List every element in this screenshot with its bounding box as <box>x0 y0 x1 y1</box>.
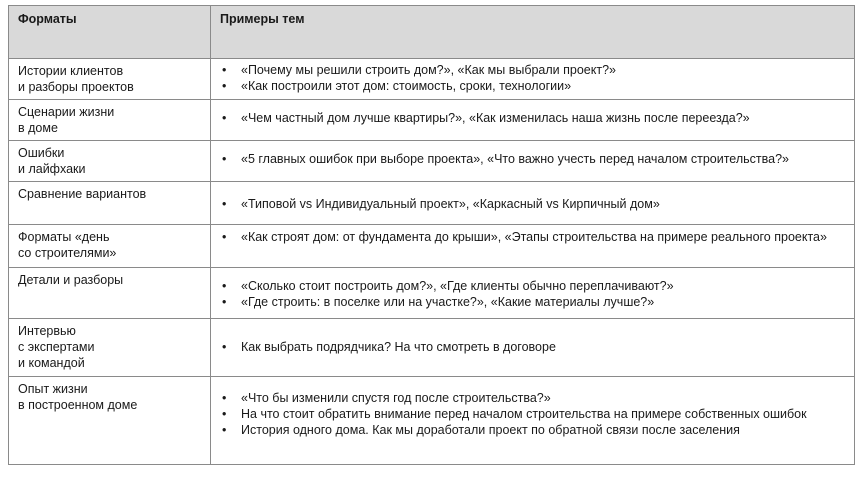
bullet-icon: • <box>222 152 227 166</box>
example-text: «Что бы изменили спустя год после строительства?» <box>241 391 551 405</box>
format-label: Ошибки и лайфхаки <box>18 146 86 176</box>
list-item <box>220 78 846 94</box>
bullet-icon: • <box>222 230 227 244</box>
examples-cell <box>211 268 855 319</box>
list-item <box>220 110 846 126</box>
example-text: «Как построили этот дом: стоимость, сроки, технологии» <box>241 79 572 93</box>
example-text: «Где строить: в поселке или на участке?», «Какие материалы лучше?» <box>241 295 655 309</box>
examples-cell <box>211 59 855 100</box>
format-label: Сравнение вариантов <box>18 187 147 201</box>
table-row <box>9 182 855 225</box>
list-item <box>220 196 846 212</box>
example-text: «Как строят дом: от фундамента до крыши», «Этапы строительства на примере реального проекта» <box>241 230 827 244</box>
examples-list <box>220 110 846 126</box>
format-label: Интервью с экспертами и командой <box>18 324 95 370</box>
examples-list <box>220 151 846 167</box>
bullet-icon: • <box>222 407 227 421</box>
bullet-icon: • <box>222 79 227 93</box>
example-text: «Почему мы решили строить дом?», «Как мы выбрали проект?» <box>241 63 616 77</box>
list-item <box>220 339 846 355</box>
bullet-icon: • <box>222 197 227 211</box>
examples-list <box>220 196 846 212</box>
formats-table <box>8 5 855 465</box>
examples-cell <box>211 377 855 465</box>
list-item <box>220 62 846 78</box>
format-cell <box>9 100 211 141</box>
example-text: Как выбрать подрядчика? На что смотреть в договоре <box>241 340 556 354</box>
examples-list <box>220 229 846 245</box>
format-cell <box>9 319 211 377</box>
examples-list <box>220 390 846 438</box>
format-cell <box>9 377 211 465</box>
examples-cell <box>211 141 855 182</box>
table-row <box>9 268 855 319</box>
example-text: «Сколько стоит построить дом?», «Где клиенты обычно переплачивают?» <box>241 279 674 293</box>
bullet-icon: • <box>222 63 227 77</box>
format-label: Истории клиентов и разборы проектов <box>18 64 134 94</box>
examples-list <box>220 62 846 94</box>
list-item <box>220 229 846 245</box>
format-cell <box>9 225 211 268</box>
bullet-icon: • <box>222 423 227 437</box>
format-label: Сценарии жизни в доме <box>18 105 115 135</box>
table-row <box>9 319 855 377</box>
examples-list <box>220 278 846 310</box>
format-label: Опыт жизни в построенном доме <box>18 382 138 412</box>
list-item <box>220 278 846 294</box>
format-cell <box>9 59 211 100</box>
format-label: Детали и разборы <box>18 273 124 287</box>
bullet-icon: • <box>222 391 227 405</box>
example-text: «5 главных ошибок при выборе проекта», «Что важно учесть перед началом строительства?» <box>241 152 789 166</box>
format-cell <box>9 268 211 319</box>
table-row <box>9 100 855 141</box>
example-text: «Чем частный дом лучше квартиры?», «Как изменилась наша жизнь после переезда?» <box>241 111 750 125</box>
example-text: «Типовой vs Индивидуальный проект», «Каркасный vs Кирпичный дом» <box>241 197 660 211</box>
list-item <box>220 294 846 310</box>
list-item <box>220 151 846 167</box>
examples-cell <box>211 225 855 268</box>
examples-cell <box>211 182 855 225</box>
list-item <box>220 390 846 406</box>
table-row <box>9 59 855 100</box>
examples-list <box>220 339 846 355</box>
example-text: История одного дома. Как мы доработали проект по обратной связи после заселения <box>241 423 740 437</box>
list-item <box>220 406 846 422</box>
examples-cell <box>211 319 855 377</box>
format-cell <box>9 182 211 225</box>
bullet-icon: • <box>222 111 227 125</box>
header-row <box>9 6 855 59</box>
examples-cell <box>211 100 855 141</box>
table-row <box>9 225 855 268</box>
header-formats: Форматы <box>9 6 211 59</box>
bullet-icon: • <box>222 295 227 309</box>
table-row <box>9 377 855 465</box>
header-examples: Примеры тем <box>211 6 855 59</box>
format-cell <box>9 141 211 182</box>
format-label: Форматы «день со строителями» <box>18 230 117 260</box>
list-item <box>220 422 846 438</box>
example-text: На что стоит обратить внимание перед началом строительства на примере собственных ошибок <box>241 407 807 421</box>
bullet-icon: • <box>222 279 227 293</box>
bullet-icon: • <box>222 340 227 354</box>
table-row <box>9 141 855 182</box>
